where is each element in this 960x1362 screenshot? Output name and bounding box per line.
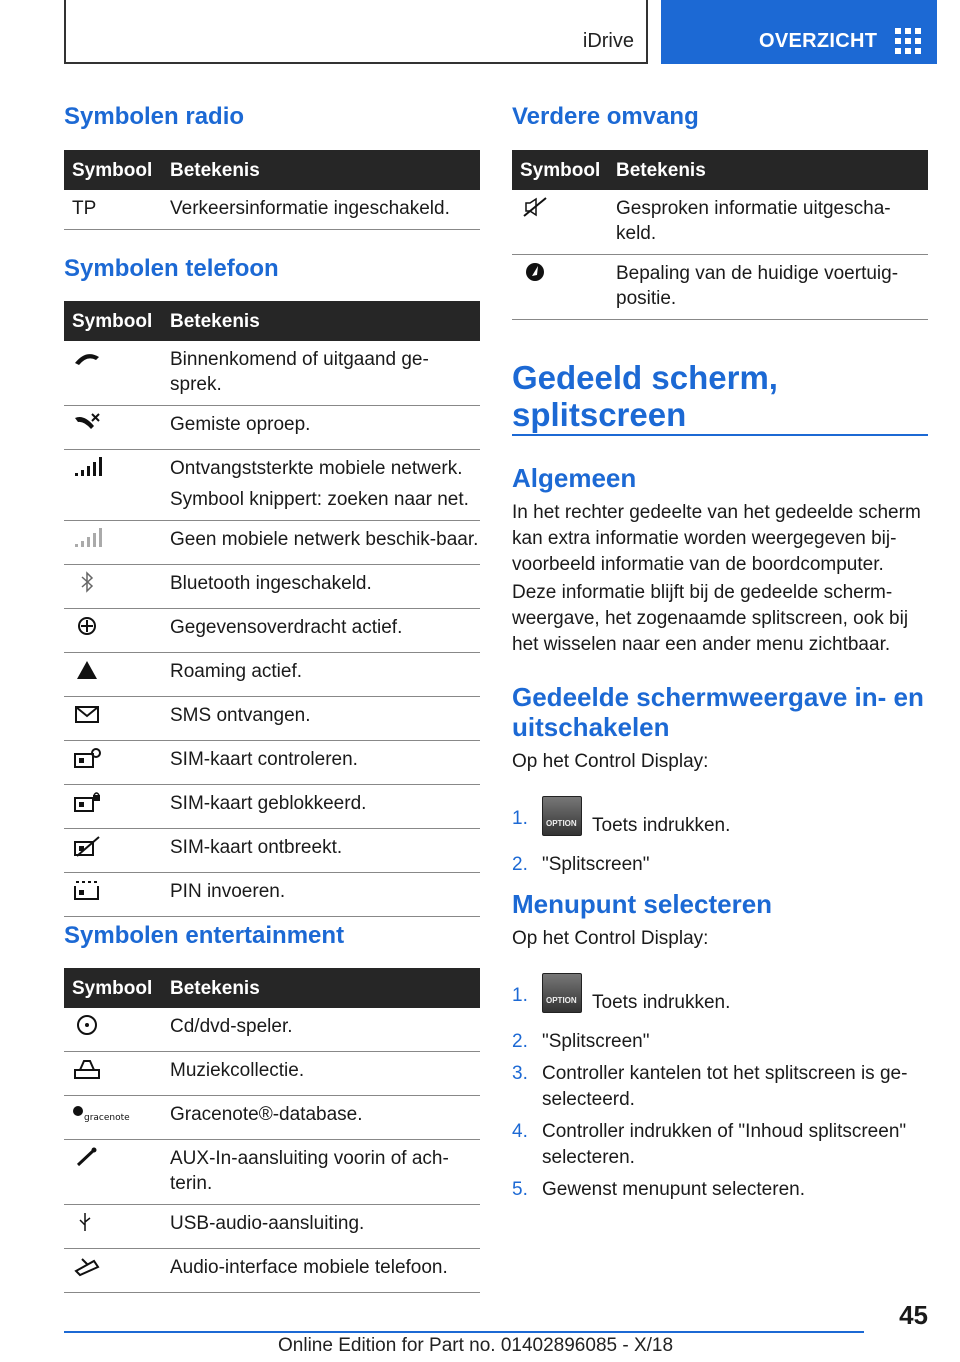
- table-row: [64, 406, 480, 450]
- step-text: "Splitscreen": [542, 1031, 650, 1052]
- meaning-text: Verkeersinformatie ingeschakeld.: [162, 190, 480, 230]
- meaning-text: Binnenkomend of uitgaand ge-sprek.: [170, 349, 429, 395]
- menu-steps-list: [512, 983, 928, 1209]
- toggle-steps-list: [512, 806, 928, 884]
- list-item: [512, 1061, 928, 1113]
- no-signal-icon: [72, 527, 102, 549]
- table-row: [64, 785, 480, 829]
- signal-strength-icon: [72, 456, 102, 478]
- step-text: Gewenst menupunt selecteren.: [542, 1179, 805, 1200]
- list-item: [512, 1119, 928, 1171]
- col-header-symbol: Symbool: [512, 150, 608, 190]
- step-text: Toets indrukken.: [592, 815, 731, 837]
- meaning-text: Gemiste oproep.: [170, 414, 311, 435]
- table-row: [64, 873, 480, 917]
- table-row: [64, 1096, 480, 1140]
- phone-symbols-table: [64, 301, 480, 917]
- step-number: 5.: [512, 1179, 528, 1200]
- missed-call-icon: [72, 412, 102, 434]
- sim-locked-icon: [72, 791, 102, 813]
- general-heading: Algemeen: [512, 463, 637, 493]
- meaning-text: PIN invoeren.: [170, 881, 286, 902]
- heading-rule: [512, 434, 928, 436]
- meaning-text: Muziekcollectie.: [170, 1060, 305, 1081]
- meaning-text: Ontvangststerkte mobiele netwerk.: [170, 458, 463, 479]
- footer-edition: Online Edition for Part no. 01402896085 - X/18: [278, 1335, 674, 1356]
- footer-rule: [64, 1331, 864, 1333]
- overview-tab[interactable]: [661, 0, 937, 64]
- meaning-text: USB-audio-aansluiting.: [170, 1213, 365, 1234]
- meaning-note: Symbool knippert: zoeken naar net.: [170, 489, 469, 510]
- phone-symbols-heading: Symbolen telefoon: [64, 255, 279, 282]
- table-row: [64, 1205, 480, 1249]
- grid-menu-icon: [895, 28, 921, 54]
- select-menu-item-heading: Menupunt selecteren: [512, 889, 773, 919]
- position-icon: [520, 261, 550, 283]
- toggle-splitscreen-heading: Gedeelde schermweergave in- en uitschakelen: [512, 682, 924, 742]
- table-row: [64, 741, 480, 785]
- gracenote-icon: [72, 1102, 134, 1124]
- radio-symbols-table: [64, 150, 480, 230]
- col-header-meaning: Betekenis: [162, 968, 480, 1008]
- table-row: [64, 829, 480, 873]
- step-number: 3.: [512, 1063, 528, 1084]
- table-row: [64, 1140, 480, 1205]
- header-section-label: iDrive: [582, 30, 634, 52]
- table-row: [64, 450, 480, 521]
- aux-in-icon: [72, 1146, 102, 1168]
- further-scope-heading: Verdere omvang: [512, 103, 699, 130]
- usb-icon: [72, 1211, 102, 1233]
- meaning-text: SIM-kaart ontbreekt.: [170, 837, 343, 858]
- list-item: [512, 983, 928, 1023]
- symbol-text: TP: [64, 190, 162, 230]
- step-number: 2.: [512, 1031, 528, 1052]
- col-header-symbol: Symbool: [64, 968, 162, 1008]
- meaning-text: Cd/dvd-speler.: [170, 1016, 293, 1037]
- data-transfer-icon: [72, 615, 102, 637]
- option-button-icon: OPTION: [542, 973, 582, 1013]
- table-row: [64, 565, 480, 609]
- step-number: 1.: [512, 985, 528, 1006]
- entertainment-symbols-table: [64, 968, 480, 1293]
- meaning-text: SIM-kaart controleren.: [170, 749, 358, 770]
- menu-intro: Op het Control Display:: [512, 928, 709, 949]
- speech-muted-icon: [520, 196, 550, 218]
- step-number: 4.: [512, 1121, 528, 1142]
- meaning-text: SIM-kaart geblokkeerd.: [170, 793, 367, 814]
- phone-audio-icon: [72, 1255, 102, 1277]
- table-row: [64, 1052, 480, 1096]
- meaning-text: SMS ontvangen.: [170, 705, 311, 726]
- table-row: [64, 609, 480, 653]
- col-header-meaning: Betekenis: [162, 150, 480, 190]
- svg-text:gracenote: gracenote: [84, 1113, 130, 1123]
- list-item: [512, 852, 928, 878]
- roaming-icon: [72, 659, 102, 681]
- table-row: [64, 341, 480, 406]
- general-paragraph-1: In het rechter gedeelte van het gedeelde scherm kan extra informatie worden weergegeven bij-voorbeeld informatie van de boordcomputer.: [512, 502, 921, 575]
- splitscreen-heading: Gedeeld scherm, splitscreen: [512, 359, 778, 433]
- music-collection-icon: [72, 1058, 102, 1080]
- meaning-text: Bepaling van de huidige voertuig-positie.: [616, 263, 899, 309]
- meaning-text: Audio-interface mobiele telefoon.: [170, 1257, 448, 1278]
- overview-tab-label: OVERZICHT: [759, 30, 878, 52]
- bluetooth-icon: [72, 571, 102, 593]
- step-number: 1.: [512, 808, 528, 829]
- meaning-text: Gracenote®-database.: [170, 1104, 363, 1125]
- toggle-intro: Op het Control Display:: [512, 751, 709, 772]
- step-text: Toets indrukken.: [592, 992, 731, 1014]
- sim-missing-icon: [72, 835, 102, 857]
- pin-entry-icon: [72, 879, 102, 901]
- meaning-text: Bluetooth ingeschakeld.: [170, 573, 372, 594]
- list-item: [512, 1029, 928, 1055]
- meaning-text: Geen mobiele netwerk beschik-baar.: [170, 529, 479, 550]
- further-symbols-table: [512, 150, 928, 320]
- meaning-text: Gesproken informatie uitgescha-keld.: [616, 198, 891, 244]
- radio-symbols-heading: Symbolen radio: [64, 103, 245, 130]
- sms-envelope-icon: [72, 703, 102, 725]
- list-item: [512, 806, 928, 846]
- step-text: Controller indrukken of "Inhoud splitscreen" selecteren.: [542, 1121, 907, 1168]
- general-paragraph-2: Deze informatie blijft bij de gedeelde scherm-weergave, het zogenaamde splitscreen, ook bij het wisselen naar een ander menu zichtbaar.: [512, 582, 909, 655]
- step-text: "Splitscreen": [542, 854, 650, 875]
- meaning-text: AUX-In-aansluiting voorin of ach-terin.: [170, 1148, 449, 1194]
- table-row: [64, 1008, 480, 1052]
- sim-check-icon: [72, 747, 102, 769]
- table-row: [64, 697, 480, 741]
- table-row: [64, 190, 480, 230]
- step-text: Controller kantelen tot het splitscreen is ge-selecteerd.: [542, 1063, 908, 1110]
- step-number: 2.: [512, 854, 528, 875]
- meaning-text: Gegevensoverdracht actief.: [170, 617, 403, 638]
- table-row: [512, 255, 928, 320]
- col-header-meaning: Betekenis: [608, 150, 928, 190]
- page-number: 45: [899, 1300, 928, 1330]
- list-item: [512, 1177, 928, 1203]
- table-row: [512, 190, 928, 255]
- option-button-icon: OPTION: [542, 796, 582, 836]
- col-header-symbol: Symbool: [64, 150, 162, 190]
- col-header-meaning: Betekenis: [162, 301, 480, 341]
- meaning-text: Roaming actief.: [170, 661, 303, 682]
- entertainment-symbols-heading: Symbolen entertainment: [64, 922, 345, 949]
- table-row: [64, 1249, 480, 1293]
- cd-dvd-icon: [72, 1014, 102, 1036]
- header-section-box: [64, 0, 648, 64]
- table-row: [64, 653, 480, 697]
- col-header-symbol: Symbool: [64, 301, 162, 341]
- phone-handset-icon: [72, 347, 102, 369]
- table-row: [64, 521, 480, 565]
